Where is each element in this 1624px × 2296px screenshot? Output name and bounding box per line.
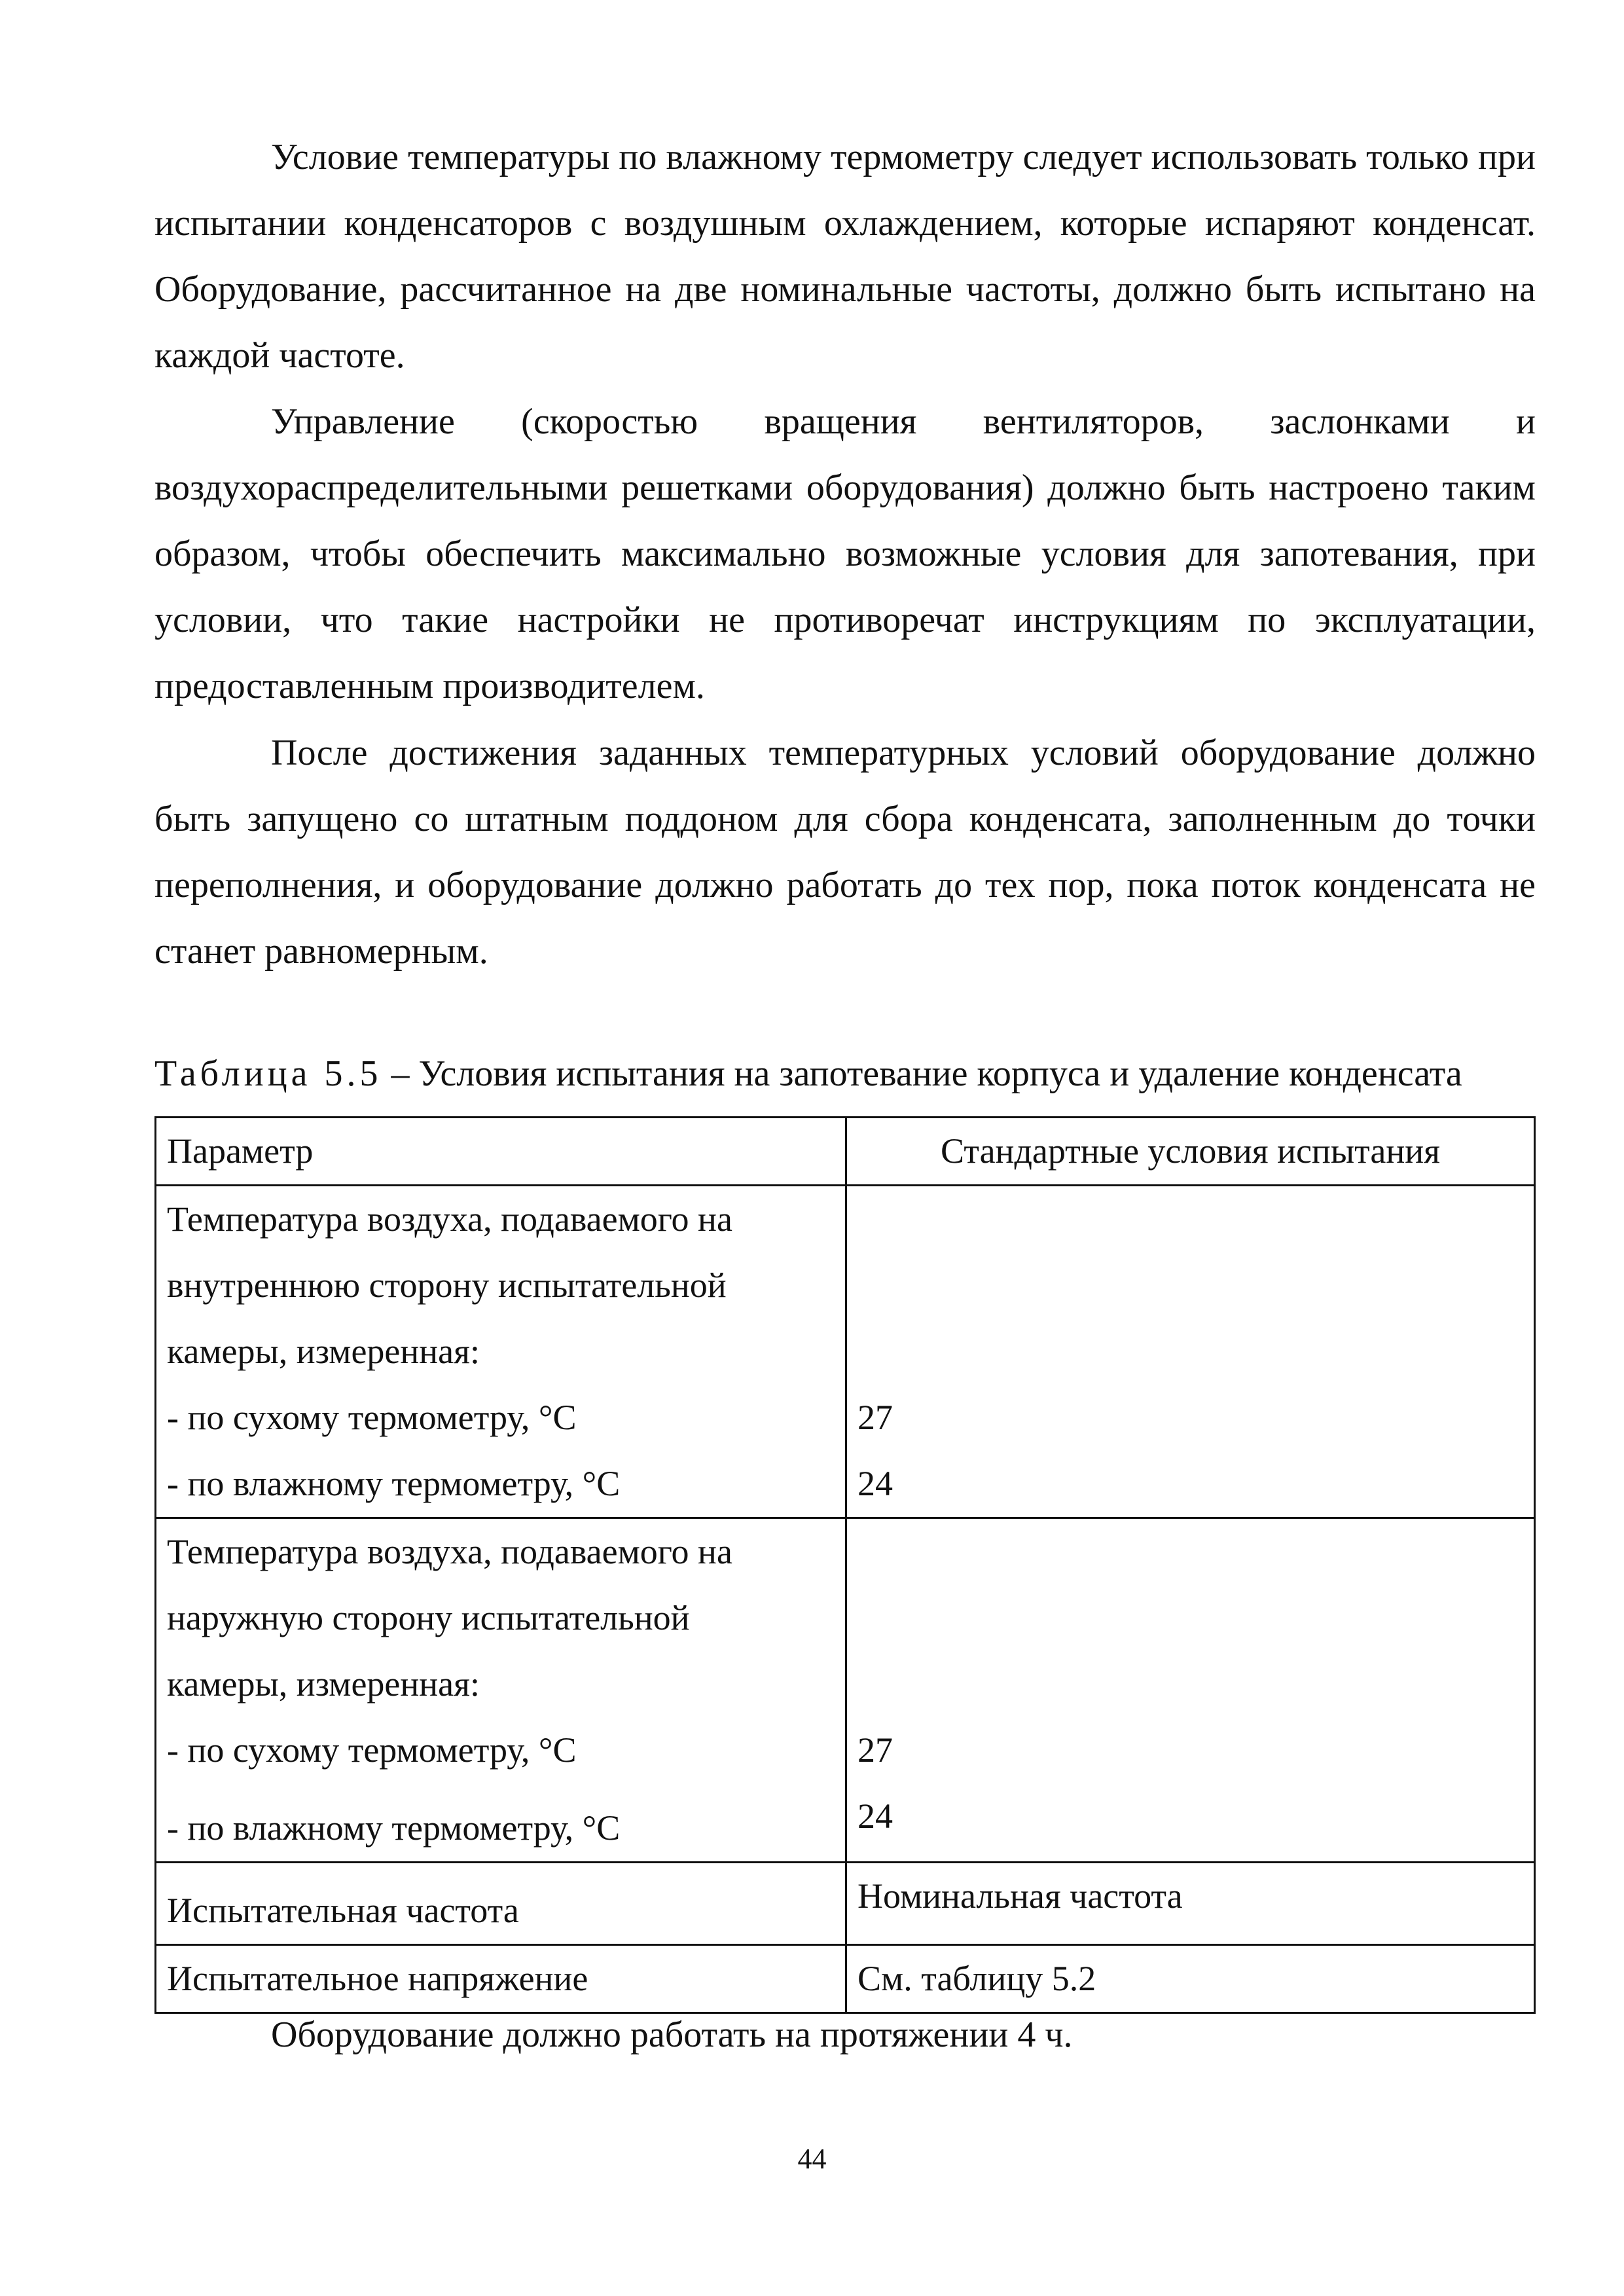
param-line: - по влажному термометру, °С — [167, 1808, 621, 1848]
param-line: - по сухому термометру, °С — [167, 1398, 577, 1437]
paragraph-wet-bulb-condition: Условие температуры по влажному термометру следует использовать только при испытании конденсаторов с воздушным охлаждением, которые испаряют конденсат. Оборудование, рассчитанное на две номинальные частоты, должно быть испытано на каждой частоте. — [154, 137, 1536, 376]
param-line: Температура воздуха, подаваемого на — [167, 1532, 732, 1571]
param-line: Температура воздуха, подаваемого на — [167, 1199, 732, 1239]
dry-bulb-value: 27 — [857, 1398, 893, 1437]
paragraph-condensate-run: После достижения заданных температурных условий оборудование должно быть запущено со штатным поддоном для сбора конденсата, заполненным до точки переполнения, и оборудование должно работать до тех пор, пока поток конденсата не станет равномерным. — [154, 733, 1536, 972]
table-row-frequency — [156, 1863, 1535, 1945]
table-row-outdoor-air — [156, 1518, 1535, 1863]
paragraph-control-settings: Управление (скоростью вращения вентиляторов, заслонками и воздухораспределительными решетками оборудования) должно быть настроено таким образом, чтобы обеспечить максимально возможные условия для запотевания, при условии, что такие настройки не противоречат инструкциям по эксплуатации, предоставленным производителем. — [154, 401, 1536, 706]
wet-bulb-value: 24 — [857, 1464, 893, 1503]
param-line: внутреннюю сторону испытательной — [167, 1266, 727, 1305]
param-line: наружную сторону испытательной — [167, 1598, 690, 1637]
value-cell: См. таблицу 5.2 — [846, 1945, 1535, 2013]
param-cell: Испытательная частота — [156, 1863, 846, 1945]
table-caption-text: – Условия испытания на запотевание корпуса и удаление конденсата — [382, 1053, 1462, 1094]
table-caption — [154, 1048, 1555, 1100]
param-line: камеры, измеренная: — [167, 1664, 480, 1704]
param-line: - по влажному термометру, °С — [167, 1464, 621, 1503]
param-cell: Испытательное напряжение — [156, 1945, 846, 2013]
table-header-row — [156, 1118, 1535, 1186]
wet-bulb-value: 24 — [857, 1796, 893, 1836]
test-conditions-table — [154, 1116, 1536, 2014]
param-cell — [156, 1518, 846, 1863]
header-param-cell: Параметр — [156, 1118, 846, 1186]
param-line: камеры, измеренная: — [167, 1332, 480, 1371]
value-cell: Номинальная частота — [846, 1863, 1535, 1945]
table-row-indoor-air — [156, 1186, 1535, 1518]
value-cell — [846, 1186, 1535, 1518]
table-caption-label: Таблица 5.5 — [154, 1053, 382, 1094]
value-cell — [846, 1518, 1535, 1863]
dry-bulb-value: 27 — [857, 1730, 893, 1770]
param-line: - по сухому термометру, °С — [167, 1730, 577, 1770]
header-value-cell: Стандартные условия испытания — [846, 1118, 1535, 1186]
after-table-text: Оборудование должно работать на протяжении 4 ч. — [271, 2014, 1073, 2055]
param-cell — [156, 1186, 846, 1518]
page-number: 44 — [797, 2143, 827, 2175]
